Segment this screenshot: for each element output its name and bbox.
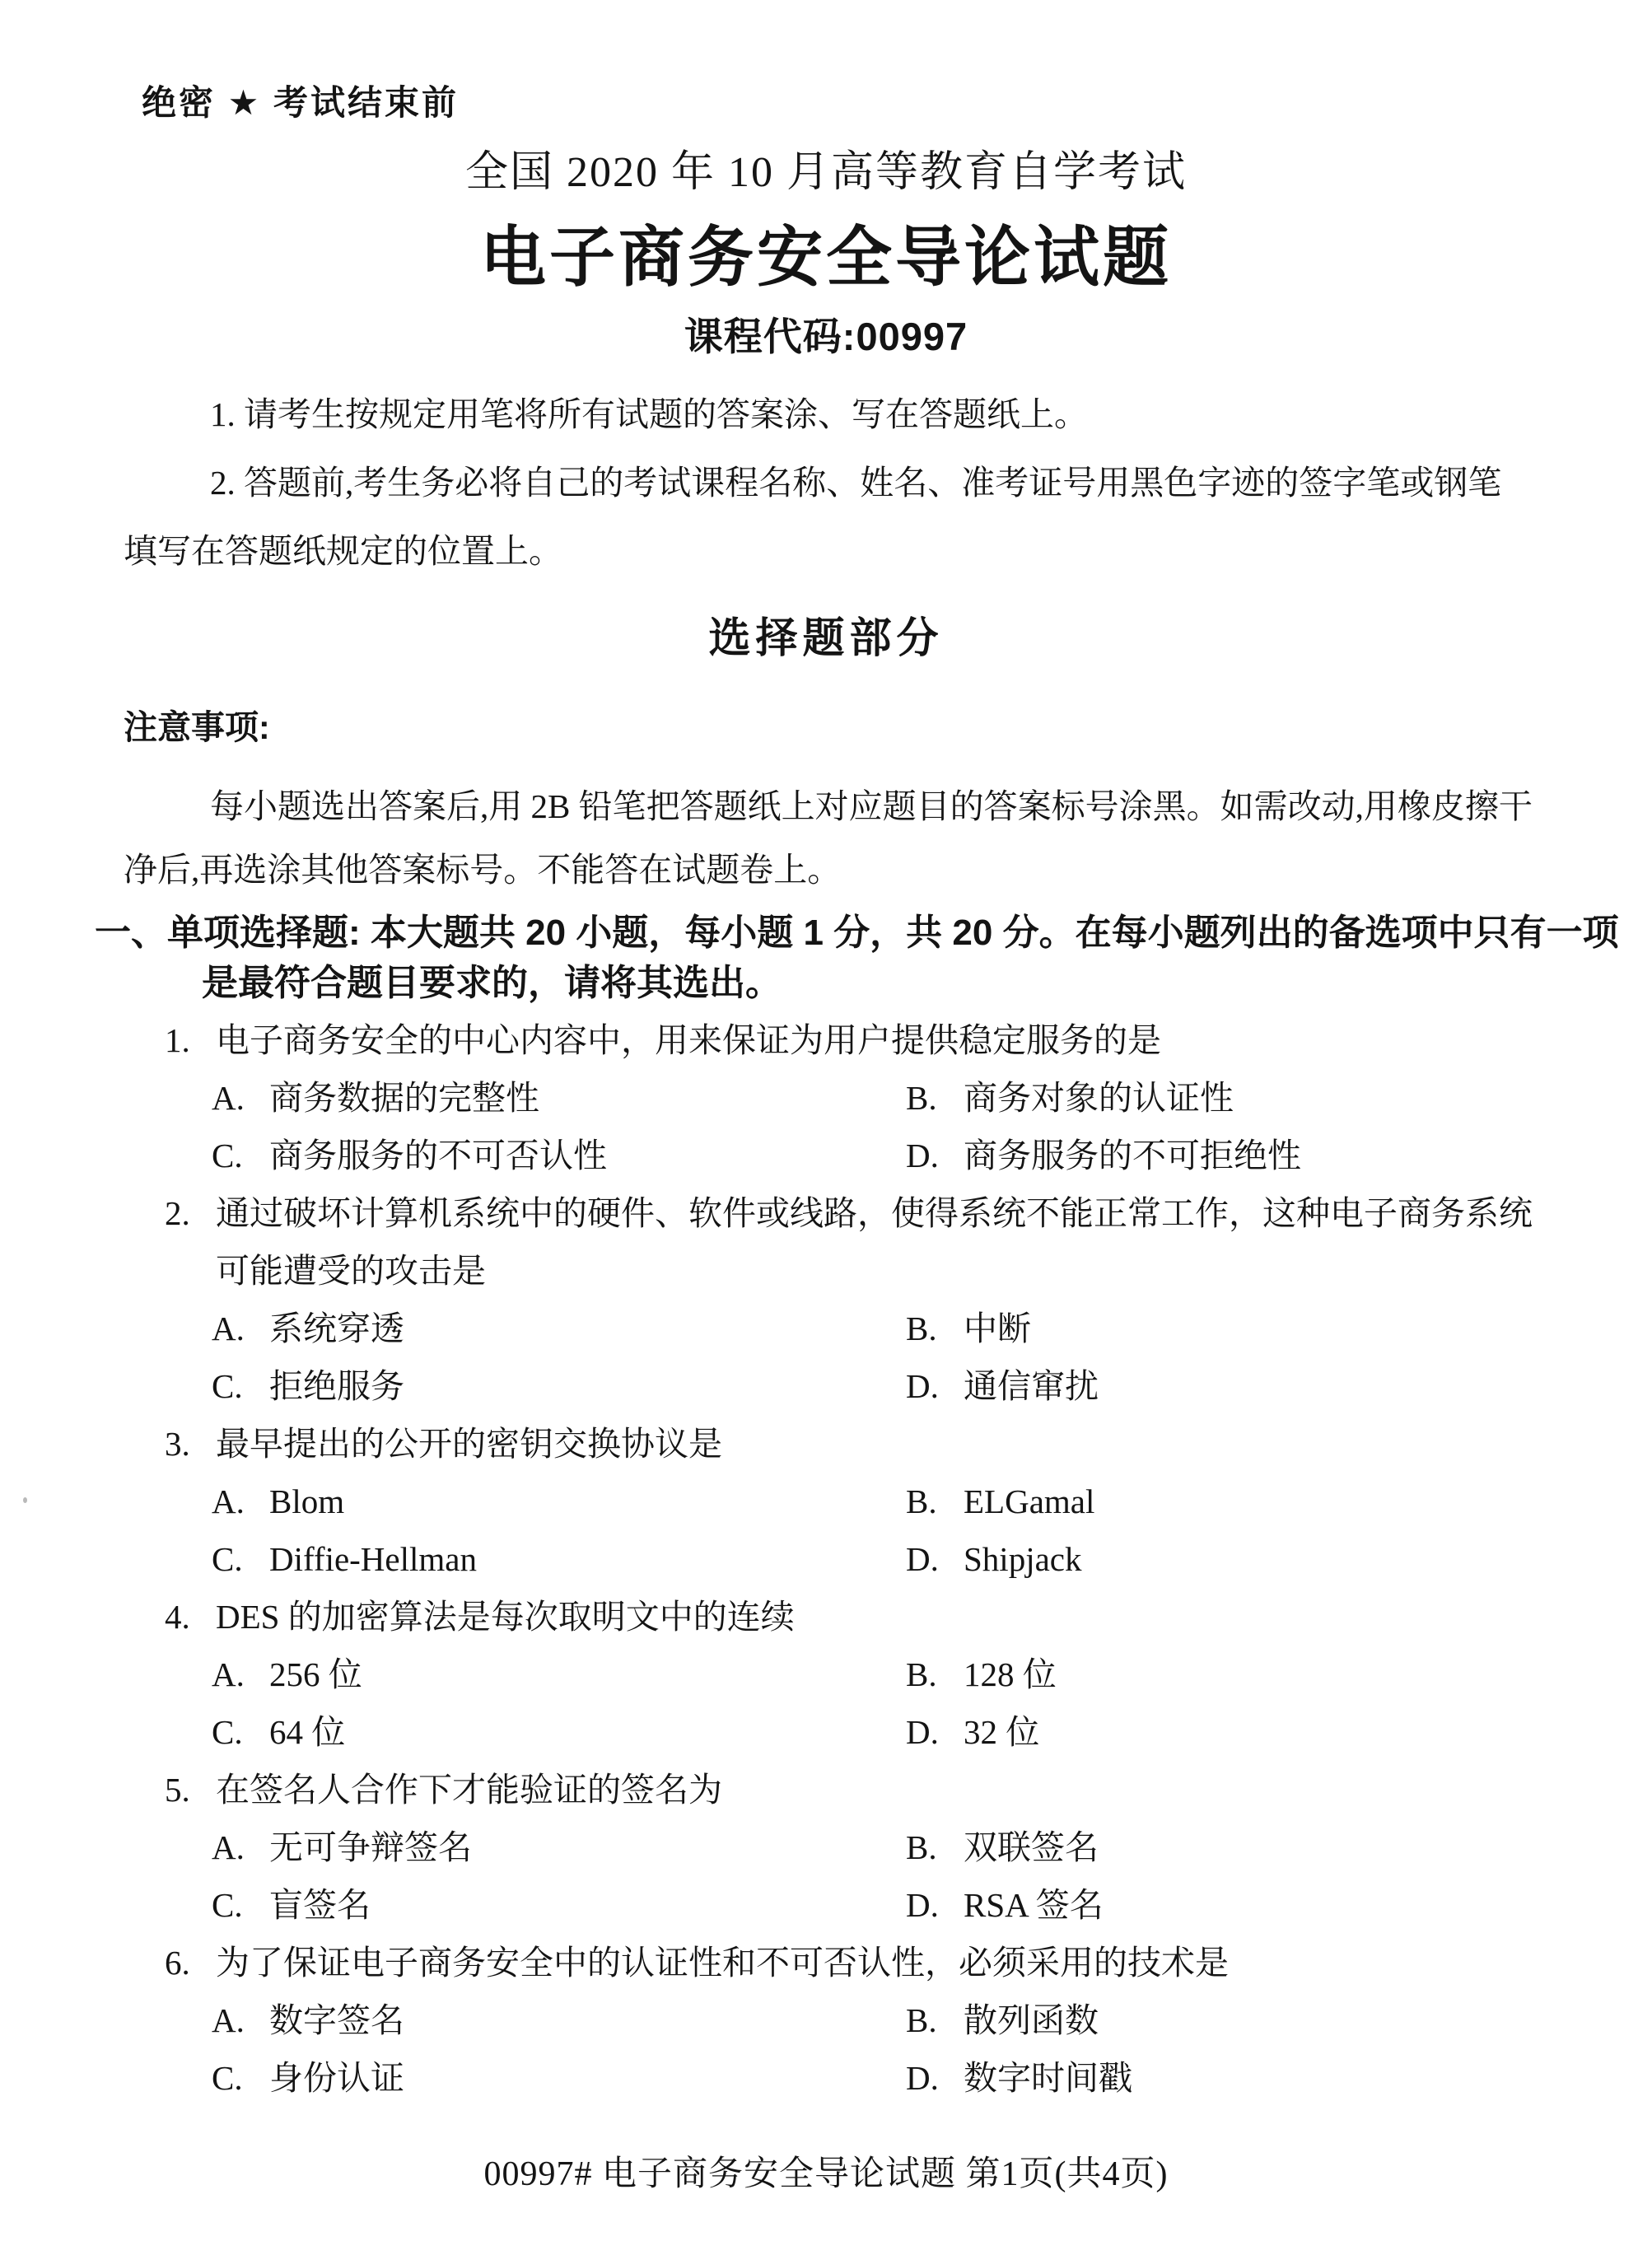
option-3-b-text: ELGamal (964, 1482, 1095, 1520)
question-2-text: 通过破坏计算机系统中的硬件、软件或线路，使得系统不能正常工作，这种电子商务系统可能遭受的攻击是 (216, 1194, 1533, 1290)
option-6-b-text: 散列函数 (964, 2001, 1099, 2039)
question-5-number: 5. (165, 1771, 190, 1809)
option-5-a-label: A. (212, 1828, 245, 1866)
option-2-b-label: B. (906, 1310, 937, 1347)
option-2-c-text: 拒绝服务 (269, 1367, 404, 1405)
question-3-number: 3. (165, 1425, 190, 1463)
question-4-options-ab (212, 1646, 1652, 1703)
question-6-options-ab (212, 1991, 1652, 2049)
option-3-a-text: Blom (269, 1482, 345, 1520)
option-3-d-label: D. (906, 1540, 939, 1578)
option-1-d-text: 商务服务的不可拒绝性 (964, 1137, 1301, 1174)
question-list (0, 1011, 1652, 2107)
option-4-c-text: 64 位 (269, 1713, 346, 1751)
question-3-options-cd (212, 1530, 1652, 1588)
option-6-b (906, 1991, 1099, 2049)
option-1-a-label: A. (212, 1079, 245, 1117)
option-4-a (212, 1646, 906, 1703)
option-2-d-text: 通信窜扰 (964, 1367, 1099, 1405)
option-4-b-label: B. (906, 1655, 937, 1693)
option-2-b-text: 中断 (964, 1310, 1031, 1347)
exam-session-title: 全国 2020 年 10 月高等教育自学考试 (464, 149, 1187, 196)
option-1-a (212, 1069, 906, 1127)
option-5-b-label: B. (906, 1828, 937, 1866)
question-2-options-cd (212, 1357, 1652, 1415)
option-5-b (906, 1818, 1099, 1876)
option-1-c-text: 商务服务的不可否认性 (269, 1137, 607, 1174)
question-3 (165, 1415, 1537, 1473)
question-6 (165, 1934, 1537, 1991)
question-1-number: 1. (165, 1021, 190, 1059)
option-6-c (212, 2049, 906, 2107)
part1-single-choice-header: 一、单项选择题: 本大题共 20 小题，每小题 1 分，共 20 分。在每小题列出的备选项中只有一项是最符合题目要求的，请将其选出。 (95, 913, 1619, 1003)
question-6-number: 6. (165, 1944, 190, 1982)
question-4 (165, 1588, 1537, 1646)
option-4-a-text: 256 位 (269, 1655, 362, 1693)
option-5-c-text: 盲签名 (269, 1886, 371, 1924)
question-5-options-cd (212, 1876, 1652, 1934)
option-6-c-text: 身份认证 (269, 2059, 404, 2097)
option-2-d-label: D. (906, 1367, 939, 1405)
instruction-item-1: 1. 请考生按规定用笔将所有试题的答案涂、写在答题纸上。 (210, 395, 1088, 433)
option-6-d (906, 2049, 1132, 2107)
option-3-c-text: Diffie-Hellman (269, 1540, 477, 1578)
notes-block (124, 700, 1533, 902)
option-6-a-text: 数字签名 (269, 2001, 404, 2039)
notes-title: 注意事项: (124, 708, 270, 746)
option-3-b-label: B. (906, 1482, 937, 1520)
option-4-d-label: D. (906, 1713, 939, 1751)
question-5 (165, 1761, 1537, 1818)
option-4-d (906, 1703, 1039, 1761)
question-4-options-cd (212, 1703, 1652, 1761)
option-3-b (906, 1473, 1094, 1530)
option-5-a (212, 1818, 906, 1876)
option-4-b (906, 1646, 1057, 1703)
option-1-b-label: B. (906, 1079, 937, 1117)
option-6-d-text: 数字时间戳 (964, 2059, 1132, 2097)
option-2-d (906, 1357, 1099, 1415)
question-3-text: 最早提出的公开的密钥交换协议是 (216, 1425, 722, 1463)
option-5-a-text: 无可争辩签名 (269, 1828, 472, 1866)
page-footer: 00997# 电子商务安全导论试题 第1页(共4页) (483, 2155, 1169, 2193)
option-3-c-label: C. (212, 1540, 243, 1578)
option-6-a-label: A. (212, 2001, 245, 2039)
option-4-d-text: 32 位 (964, 1713, 1040, 1751)
option-5-c-label: C. (212, 1886, 243, 1924)
question-2-number: 2. (165, 1194, 190, 1232)
option-2-a-label: A. (212, 1310, 245, 1347)
option-2-c-label: C. (212, 1367, 243, 1405)
question-1-options-ab (212, 1069, 1652, 1127)
option-5-d (906, 1876, 1104, 1934)
option-5-c (212, 1876, 906, 1934)
question-1-options-cd (212, 1127, 1652, 1184)
option-2-a-text: 系统穿透 (269, 1310, 404, 1347)
option-1-c (212, 1127, 906, 1184)
option-4-a-label: A. (212, 1655, 245, 1693)
question-5-options-ab (212, 1818, 1652, 1876)
question-2-options-ab (212, 1300, 1652, 1357)
option-1-c-label: C. (212, 1137, 243, 1174)
option-2-a (212, 1300, 906, 1357)
option-1-b-text: 商务对象的认证性 (964, 1079, 1234, 1117)
question-5-text: 在签名人合作下才能验证的签名为 (216, 1771, 722, 1809)
option-4-b-text: 128 位 (964, 1655, 1057, 1693)
option-3-c (212, 1530, 906, 1588)
question-3-options-ab (212, 1473, 1652, 1530)
question-6-options-cd (212, 2049, 1652, 2107)
notes-body: 每小题选出答案后,用 2B 铅笔把答题纸上对应题目的答案标号涂黑。如需改动,用橡皮擦干净后,再选涂其他答案标号。不能答在试题卷上。 (124, 787, 1533, 889)
option-6-c-label: C. (212, 2059, 243, 2097)
question-1-text: 电子商务安全的中心内容中，用来保证为用户提供稳定服务的是 (216, 1021, 1161, 1059)
option-2-b (906, 1300, 1031, 1357)
question-6-text: 为了保证电子商务安全中的认证性和不可否认性，必须采用的技术是 (216, 1944, 1229, 1982)
option-2-c (212, 1357, 906, 1415)
question-4-text: DES 的加密算法是每次取明文中的连续 (216, 1598, 795, 1636)
choice-section-title: 选择题部分 (708, 614, 944, 661)
general-instructions (124, 381, 1533, 586)
question-1 (165, 1011, 1537, 1069)
option-3-d (906, 1530, 1081, 1588)
option-6-d-label: D. (906, 2059, 939, 2097)
instruction-item-2: 2. 答题前,考生务必将自己的考试课程名称、姓名、准考证号用黑色字迹的签字笔或钢笔填写在答题纸规定的位置上。 (124, 464, 1502, 570)
option-5-d-text: RSA 签名 (964, 1886, 1104, 1924)
option-6-b-label: B. (906, 2001, 937, 2039)
option-4-c (212, 1703, 906, 1761)
scan-artifact-speck (23, 1497, 27, 1503)
question-2 (165, 1184, 1537, 1300)
security-classification-notice: 绝密 ★ 考试结束前 (142, 83, 459, 122)
question-4-number: 4. (165, 1598, 190, 1636)
option-5-b-text: 双联签名 (964, 1828, 1099, 1866)
exam-subject-title: 电子商务安全导论试题 (480, 221, 1172, 294)
option-3-a-label: A. (212, 1482, 245, 1520)
option-3-a (212, 1473, 906, 1530)
option-4-c-label: C. (212, 1713, 243, 1751)
course-code: 课程代码:00997 (684, 315, 968, 358)
option-3-d-text: Shipjack (964, 1540, 1082, 1578)
option-1-a-text: 商务数据的完整性 (269, 1079, 539, 1117)
option-6-a (212, 1991, 906, 2049)
option-1-b (906, 1069, 1234, 1127)
option-1-d (906, 1127, 1301, 1184)
option-5-d-label: D. (906, 1886, 939, 1924)
option-1-d-label: D. (906, 1137, 939, 1174)
